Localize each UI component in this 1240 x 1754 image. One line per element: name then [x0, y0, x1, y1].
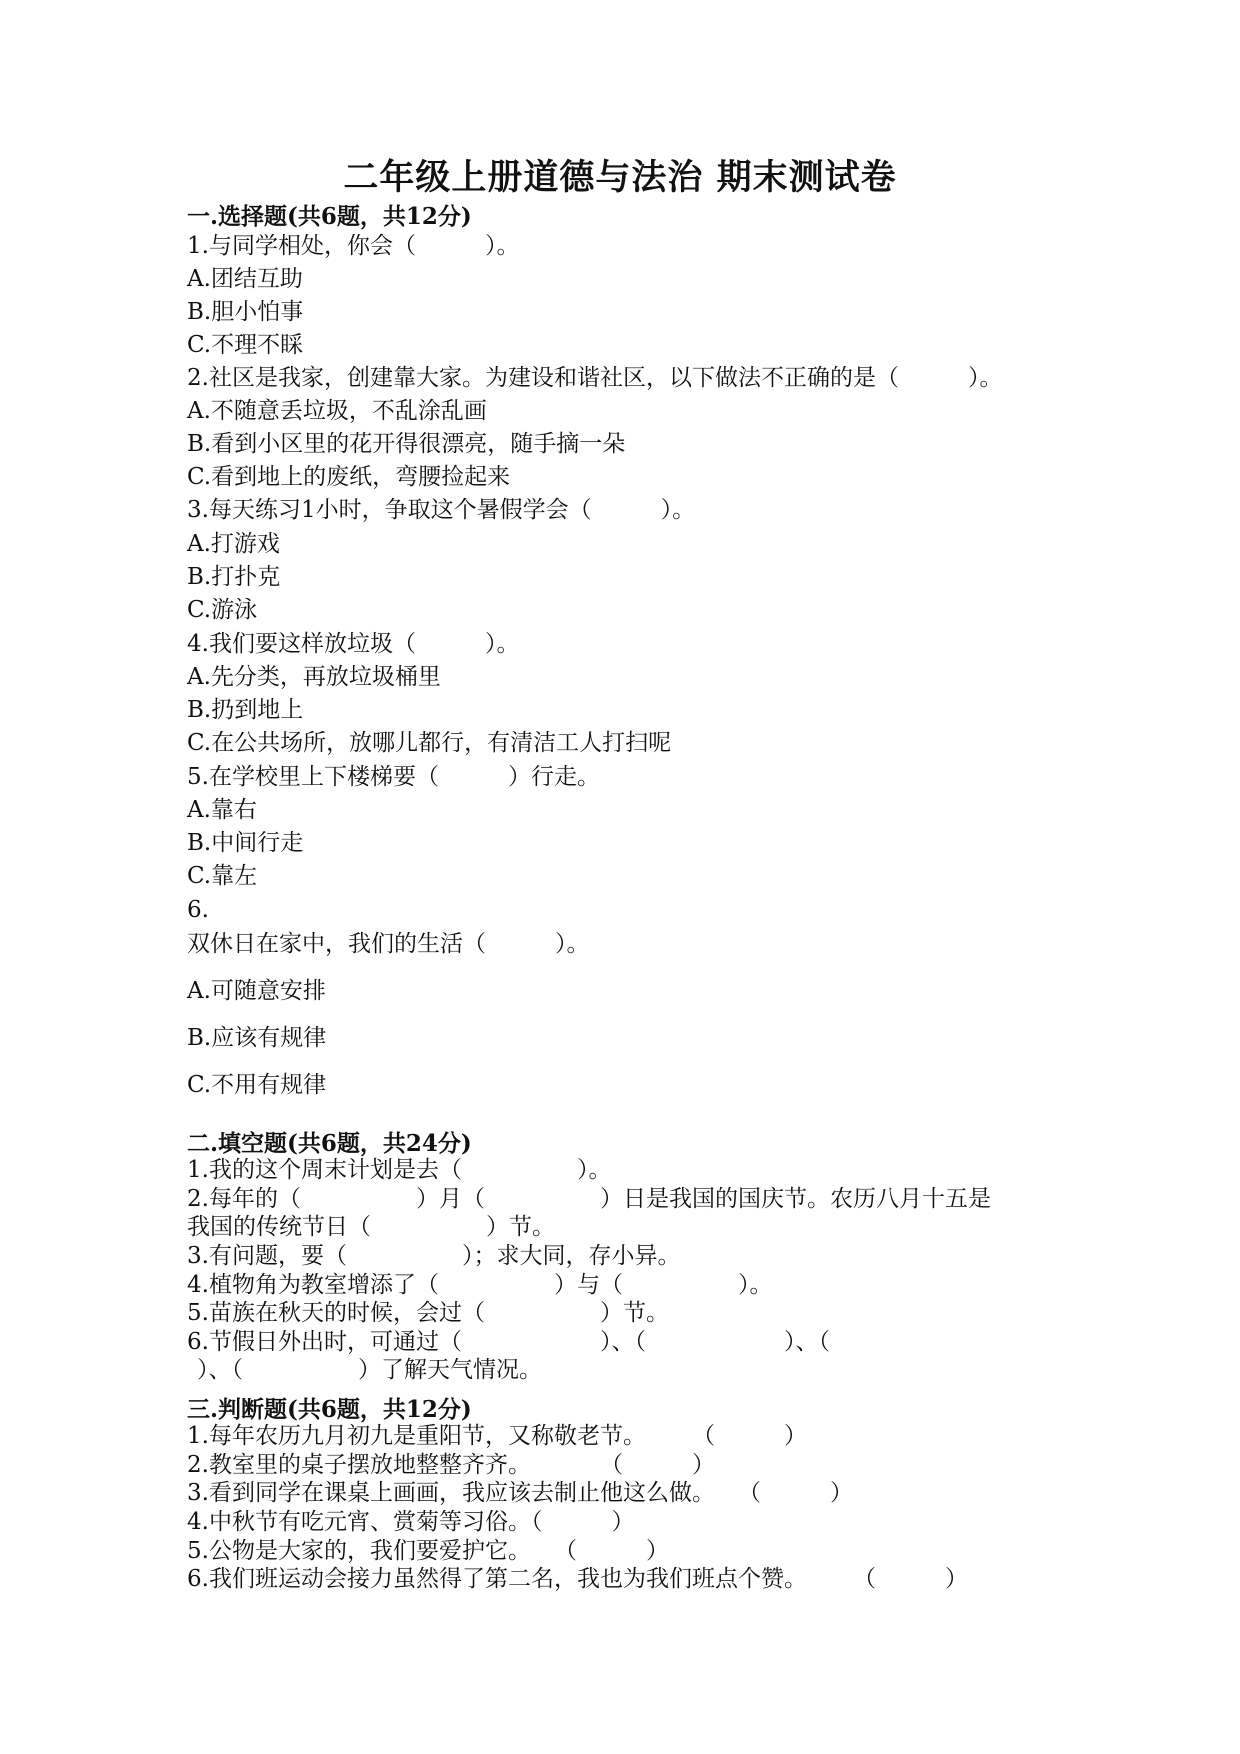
section-heading-fill: 二.填空题(共6题，共24分): [187, 1130, 472, 1157]
option-a: A.靠右: [187, 797, 257, 823]
fill-question: 1.我的这个周末计划是去（ ）。: [187, 1157, 612, 1183]
question-stem: 1.与同学相处，你会（ ）。: [187, 233, 520, 259]
fill-question: 4.植物角为教室增添了（ ）与（ ）。: [187, 1272, 773, 1298]
judge-question: 1.每年农历九月初九是重阳节，又称敬老节。 （ ）: [187, 1423, 807, 1449]
option-a: A.可随意安排: [187, 978, 326, 1004]
judge-question: 3.看到同学在课桌上画画，我应该去制止他这么做。 （ ）: [187, 1480, 853, 1506]
judge-question: 5.公物是大家的，我们要爱护它。 （ ）: [187, 1538, 669, 1564]
option-a: A.先分类，再放垃圾桶里: [187, 664, 441, 690]
question-stem: 5.在学校里上下楼梯要（ ）行走。: [187, 764, 600, 790]
option-b: B.中间行走: [187, 830, 304, 856]
option-c: C.看到地上的废纸，弯腰捡起来: [187, 464, 511, 490]
judge-question: 4.中秋节有吃元宵、赏菊等习俗。（ ）: [187, 1509, 635, 1535]
section-heading-judge: 三.判断题(共6题，共12分): [187, 1396, 472, 1423]
option-c: C.在公共场所，放哪儿都行，有清洁工人打扫呢: [187, 730, 672, 756]
option-a: A.团结互助: [187, 266, 303, 292]
option-b: B.打扑克: [187, 564, 281, 590]
fill-question-continued: ）、（ ）了解天气情况。: [197, 1357, 542, 1383]
option-c: C.靠左: [187, 863, 258, 889]
option-c: C.游泳: [187, 597, 258, 623]
question-stem: 4.我们要这样放垃圾（ ）。: [187, 631, 520, 657]
judge-question: 6.我们班运动会接力虽然得了第二名，我也为我们班点个赞。 （ ）: [187, 1566, 968, 1592]
option-a: A.不随意丢垃圾，不乱涂乱画: [187, 398, 487, 424]
page-title: 二年级上册道德与法治 期末测试卷: [343, 157, 897, 198]
fill-question-continued: 我国的传统节日（ ）节。: [187, 1214, 555, 1240]
question-stem: 3.每天练习1小时，争取这个暑假学会（ ）。: [187, 497, 696, 523]
option-b: B.扔到地上: [187, 697, 304, 723]
option-a: A.打游戏: [187, 531, 280, 557]
option-c: C.不用有规律: [187, 1072, 327, 1098]
fill-question: 6.节假日外出时，可通过（ ）、（ ）、（: [187, 1329, 830, 1355]
judge-question: 2.教室里的桌子摆放地整整齐齐。 （ ）: [187, 1452, 715, 1478]
option-b: B.应该有规律: [187, 1025, 327, 1051]
question-number: 6.: [187, 897, 209, 923]
option-c: C.不理不睬: [187, 332, 304, 358]
question-stem: 双休日在家中，我们的生活（ ）。: [187, 931, 590, 957]
option-b: B.看到小区里的花开得很漂亮，随手摘一朵: [187, 431, 626, 457]
fill-question: 2.每年的（ ）月（ ）日是我国的国庆节。农历八月十五是: [187, 1186, 991, 1212]
fill-question: 5.苗族在秋天的时候，会过（ ）节。: [187, 1300, 669, 1326]
section-heading-choice: 一.选择题(共6题，共12分): [187, 203, 472, 230]
fill-question: 3.有问题，要（ ）；求大同，存小异。: [187, 1243, 681, 1269]
option-b: B.胆小怕事: [187, 299, 304, 325]
question-stem: 2.社区是我家，创建靠大家。为建设和谐社区，以下做法不正确的是（ ）。: [187, 365, 1003, 391]
